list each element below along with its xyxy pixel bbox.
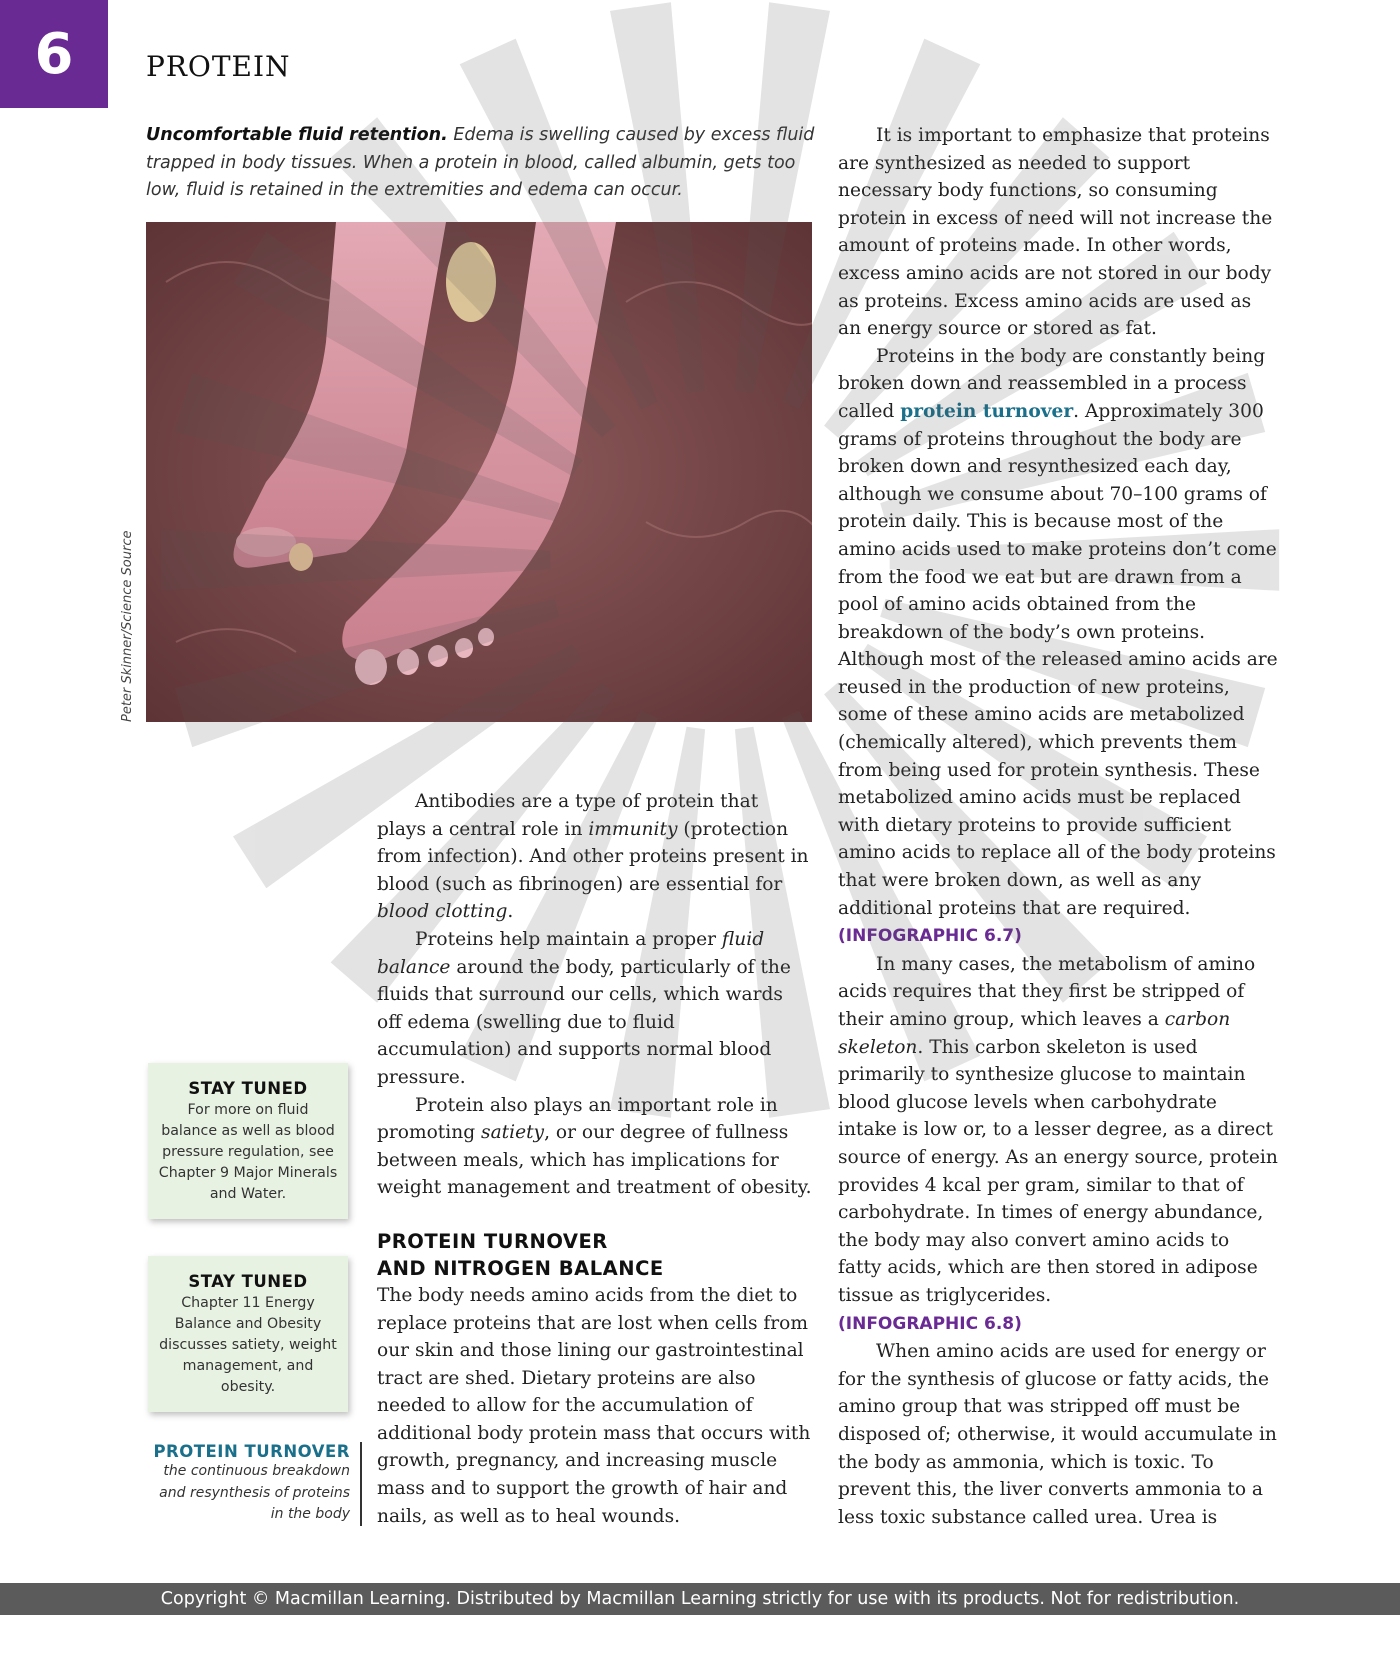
chapter-number: 6 bbox=[34, 21, 74, 87]
chapter-title: PROTEIN bbox=[146, 50, 291, 83]
glossary-definition: the continuous breakdown and resynthesis of proteins in the body bbox=[159, 1463, 350, 1522]
paragraph-carbon-skeleton: In many cases, the metabolism of amino acids requires that they first be stripped of their amino group, which leaves a carbon skeleton. This carbon skeleton is used primarily to synthesize glucose to maintain blood glucose levels when carbohydrate intake is low or, to a lesser degree, as a direct source of energy. As an energy source, protein provides 4 kcal per gram, similar to that of carbohydrate. In times of energy abundance, the body may also convert amino acids to fatty acids, which are then stored in adipose tissue as triglycerides. (INFOGRAPHIC 6.8) bbox=[838, 953, 1278, 1334]
glossary-entry bbox=[148, 1442, 362, 1526]
paragraph-antibodies: Antibodies are a type of protein that plays a central role in immunity (protection from infection). And other proteins present in blood (such as fibrinogen) are essential for blood clotting. bbox=[377, 791, 809, 923]
right-column bbox=[838, 122, 1278, 1531]
paragraph-urea: When amino acids are used for energy or for the synthesis of glucose or fatty acids, the amino group that was stripped off must be disposed of; otherwise, it would accumulate in the body as ammonia, which is toxic. To prevent this, the liver converts ammonia to a less toxic substance called urea. Urea is bbox=[838, 1341, 1277, 1528]
paragraph-amino-needs: The body needs amino acids from the diet to replace proteins that are lost when cells from our skin and those lining our gastrointestinal tract are shed. Dietary proteins are also needed to allow for the accumulation of additional body protein mass that occurs with growth, pregnancy, and increasing muscle mass and to support the growth of hair and nails, as well as to heal wounds. bbox=[377, 1284, 811, 1527]
photo-credit-text: Peter Skinner/Science Source bbox=[120, 530, 135, 722]
paragraph-turnover: Proteins in the body are constantly being broken down and reassembled in a process called protein turnover. Approximately 300 grams of proteins throughout the body are broken down and resynthesized each day, although we consume about 70–100 grams of protein daily. This is because most of the amino acids used to make proteins don’t come from the food we eat but are drawn from a pool of amino acids obtained from the breakdown of the body’s own proteins. Although most of the released amino acids are reused in the production of new proteins, some of these amino acids are metabolized (chemically altered), which prevents them from being used for protein synthesis. These metabolized amino acids must be replaced with dietary proteins to provide sufficient amino acids to replace all of the body proteins that were broken down, as well as any additional proteins that are required. (INFOGRAPHIC 6.7) bbox=[838, 345, 1278, 947]
copyright-footer: Copyright © Macmillan Learning. Distributed by Macmillan Learning strictly for use with its products. Not for redistribution. bbox=[0, 1583, 1400, 1615]
glossary-term: PROTEIN TURNOVER bbox=[153, 1442, 350, 1461]
paragraph-fluid-balance: Proteins help maintain a proper fluid balance around the body, particularly of the fluids that surround our cells, which wards off edema (swelling due to fluid accumulation) and supports normal blood pressure. bbox=[377, 928, 791, 1088]
figure-caption bbox=[146, 122, 816, 205]
caption-text: Edema is swelling caused by excess fluid trapped in body tissues. When a protein in blood, called albumin, gets too low, fluid is retained in the extremities and edema can occur. bbox=[146, 125, 815, 200]
section-heading: PROTEIN TURNOVER AND NITROGEN BALANCE bbox=[377, 1229, 664, 1280]
paragraph-synthesis: It is important to emphasize that proteins are synthesized as needed to support necessary body functions, so consuming protein in excess of need will not increase the amount of proteins made. In other words, excess amino acids are not stored in our body as proteins. Excess amino acids are used as an energy source or stored as fat. bbox=[838, 125, 1273, 340]
middle-column bbox=[377, 788, 812, 1530]
infographic-ref-6-8[interactable]: (INFOGRAPHIC 6.8) bbox=[838, 1313, 1022, 1334]
stay-tuned-text: Chapter 11 Energy Balance and Obesity discusses satiety, weight management, and obesity. bbox=[159, 1295, 337, 1395]
edema-feet-photo bbox=[146, 222, 812, 722]
stay-tuned-title: STAY TUNED bbox=[188, 1272, 308, 1291]
stay-tuned-text: For more on fluid balance as well as blood pressure regulation, see Chapter 9 Major Minerals and Water. bbox=[158, 1102, 338, 1202]
paragraph-satiety: Protein also plays an important role in promoting satiety, or our degree of fullness between meals, which has implications for weight management and treatment of obesity. bbox=[377, 1094, 812, 1199]
chapter-number-tab bbox=[0, 0, 108, 108]
stay-tuned-box-obesity bbox=[148, 1256, 348, 1412]
caption-title: Uncomfortable fluid retention. bbox=[146, 125, 448, 145]
stay-tuned-title: STAY TUNED bbox=[188, 1079, 308, 1098]
stay-tuned-box-fluid bbox=[148, 1063, 348, 1219]
key-term-protein-turnover: protein turnover bbox=[900, 400, 1074, 422]
infographic-ref-6-7[interactable]: (INFOGRAPHIC 6.7) bbox=[838, 926, 1022, 947]
